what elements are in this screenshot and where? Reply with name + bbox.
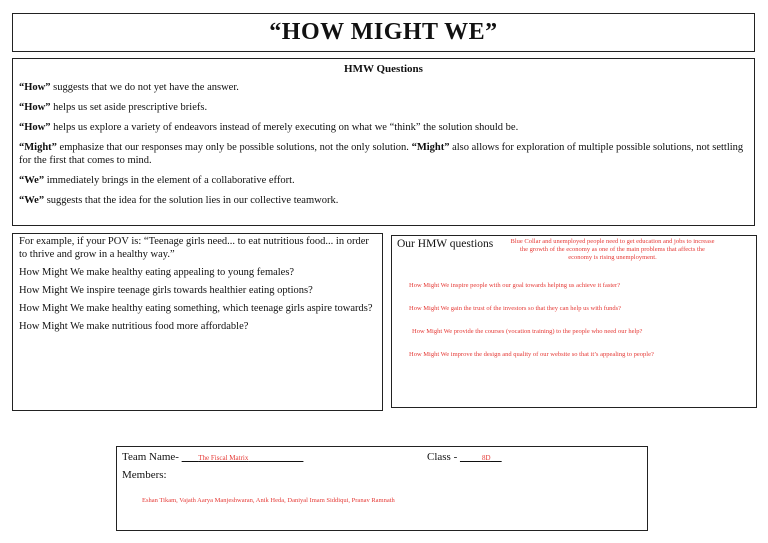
hmw-item-text: emphasize that our responses may only be possible solutions, not the only solution. xyxy=(56,142,412,153)
hmw-questions-box xyxy=(12,58,755,226)
team-name-field[interactable]: ___The Fiscal Matrix__________ xyxy=(181,451,304,463)
page-title: “HOW MIGHT WE” xyxy=(269,19,498,45)
example-box xyxy=(12,233,383,411)
hmw-item-lead: “How” xyxy=(19,122,51,133)
our-hmw-question: How Might We provide the courses (vocation training) to the people who need our help? xyxy=(412,328,643,335)
hmw-item xyxy=(19,121,748,134)
class-row xyxy=(427,451,502,463)
class-field[interactable]: ____8D__ xyxy=(460,451,502,463)
hmw-item-lead: “How” xyxy=(19,102,51,113)
example-question: How Might We make healthy eating something, which teenage girls aspire towards? xyxy=(19,303,373,314)
team-name-row xyxy=(122,451,303,463)
team-name-label: Team Name- xyxy=(122,451,182,463)
hmw-item-lead-2: “Might” xyxy=(411,142,450,153)
class-value: 8D xyxy=(482,454,491,462)
hmw-item xyxy=(19,174,748,187)
hmw-item-text: suggests that the idea for the solution lies in our collective teamwork. xyxy=(44,195,339,206)
our-pov-text: Blue Collar and unemployed people need to get education and jobs to increase the growth of the economy as one of the main problems that affects the economy is rising unemployment. xyxy=(510,238,715,261)
hmw-item-lead: “We” xyxy=(19,175,45,186)
hmw-heading: HMW Questions xyxy=(344,63,423,75)
hmw-item-text-2: also allows for exploration of multiple possible solutions, not settling for the first that comes to mind. xyxy=(19,142,744,166)
members-value: Eshan Tikam, Vajath Aarya Manjeshwaran, Anik Heda, Daniyal Imam Siddiqui, Pranav Ramnath xyxy=(142,497,395,504)
our-hmw-title: Our HMW questions xyxy=(397,238,494,250)
title-box xyxy=(12,13,755,52)
class-label: Class - xyxy=(427,451,460,463)
our-hmw-question: How Might We inspire people with our goal towards helping us achieve it faster? xyxy=(409,282,621,289)
team-info-box xyxy=(116,446,648,531)
example-question: How Might We inspire teenage girls towards healthier eating options? xyxy=(19,285,313,296)
hmw-item-text: helps us explore a variety of endeavors instead of merely executing on what we “think” the solution should be. xyxy=(50,122,519,133)
example-intro: For example, if your POV is: “Teenage girls need... to eat nutritious food... in order to thrive and grow in a healthy way.” xyxy=(19,236,369,260)
hmw-item-text: helps us set aside prescriptive briefs. xyxy=(50,102,208,113)
hmw-item-text: suggests that we do not yet have the answer. xyxy=(50,82,239,93)
hmw-item-lead: “How” xyxy=(19,82,51,93)
team-name-value: The Fiscal Matrix xyxy=(198,454,249,462)
hmw-item-lead: “Might” xyxy=(19,142,57,153)
our-hmw-question: How Might We improve the design and quality of our website so that it’s appealing to people? xyxy=(409,351,654,358)
our-hmw-box xyxy=(391,235,757,408)
hmw-item-text: immediately brings in the element of a collaborative effort. xyxy=(44,175,295,186)
hmw-item-lead: “We” xyxy=(19,195,45,206)
hmw-item xyxy=(19,81,748,94)
example-question: How Might We make nutritious food more affordable? xyxy=(19,321,249,332)
hmw-item xyxy=(19,194,748,207)
members-label: Members: xyxy=(122,469,167,481)
example-question: How Might We make healthy eating appealing to young females? xyxy=(19,267,295,278)
our-hmw-question: How Might We gain the trust of the investors so that they can help us with funds? xyxy=(409,305,622,312)
hmw-item xyxy=(19,141,748,167)
hmw-item xyxy=(19,101,748,114)
